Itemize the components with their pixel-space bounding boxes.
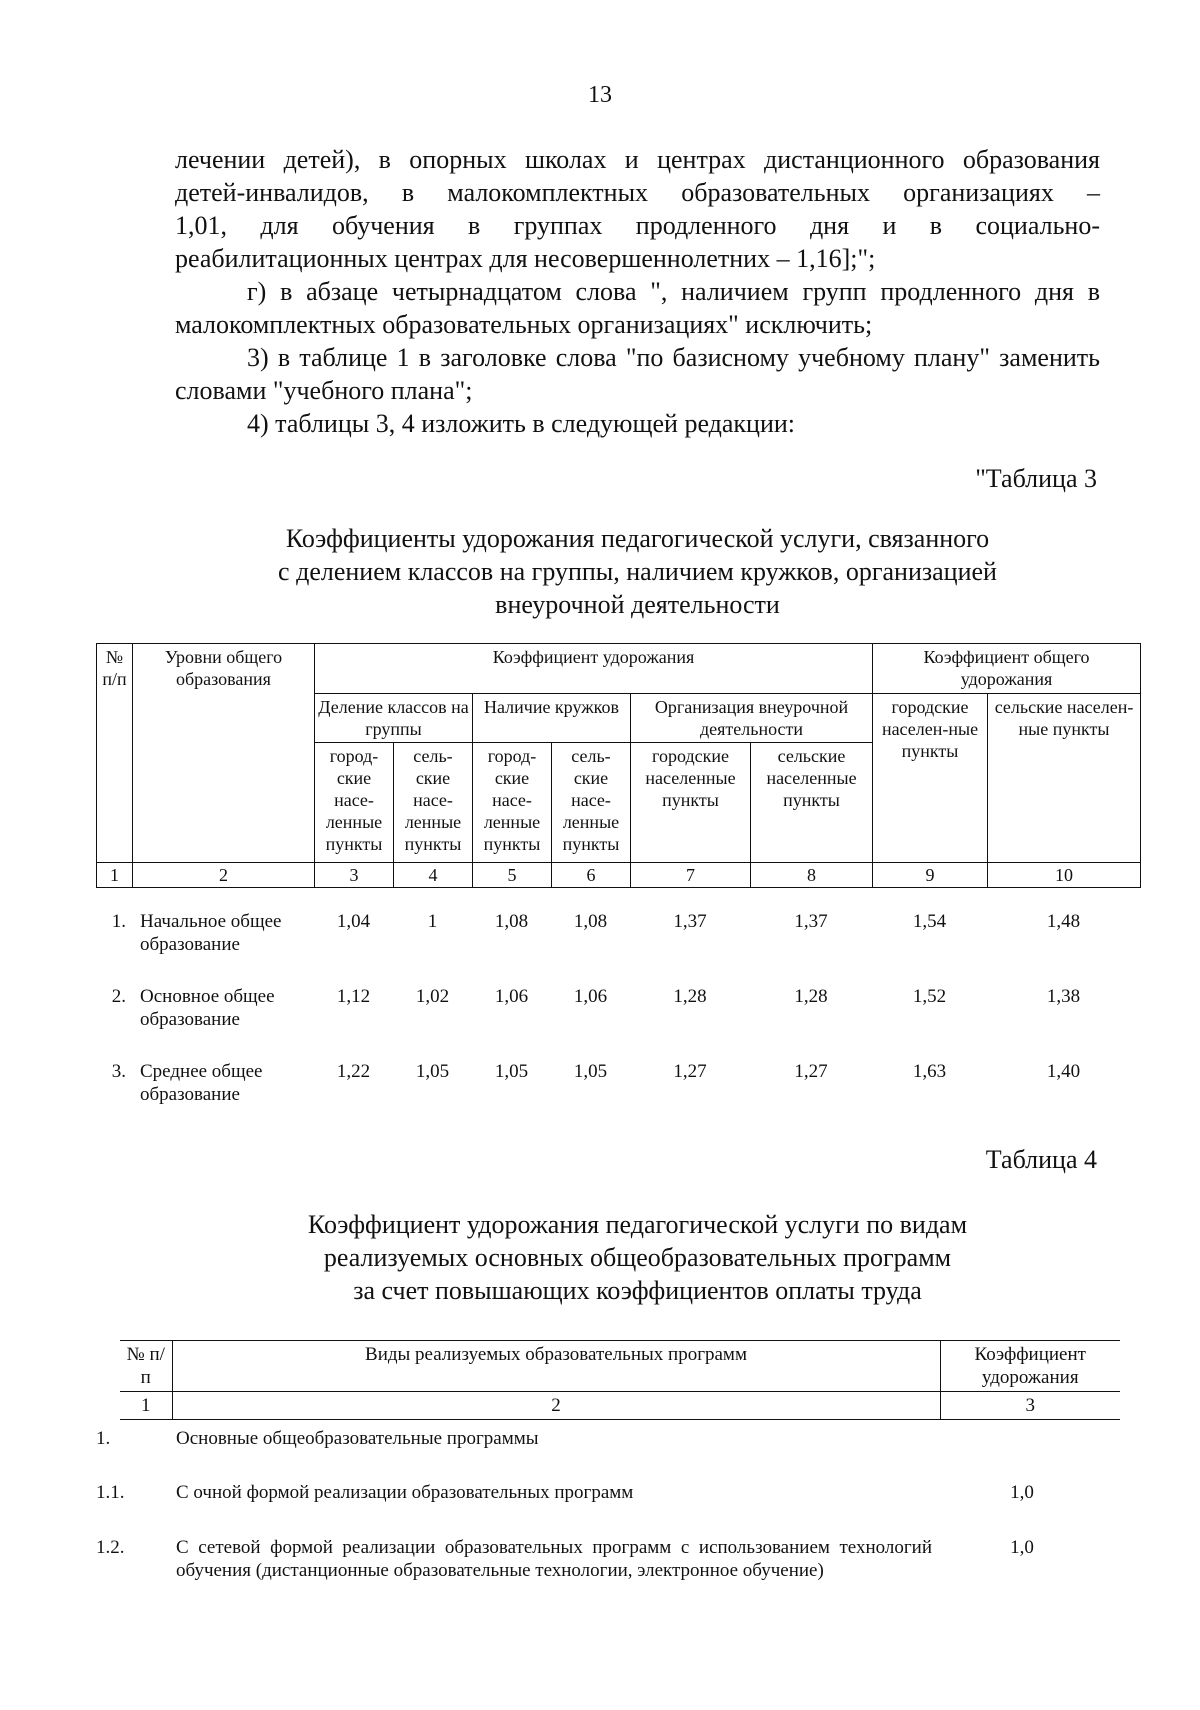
cell-value: 1,08: [573, 911, 608, 932]
row-coef: 1,0: [1010, 1537, 1034, 1558]
cell-value: 1: [427, 911, 438, 932]
header-rural-total: сельские населен-ные пункты: [988, 694, 1141, 863]
cell-value: 1,05: [494, 1061, 529, 1082]
row-number: 1.: [96, 1428, 111, 1449]
paragraph-line-1: лечении детей), в опорных школах и центрах дистанционного образования: [175, 145, 1100, 174]
row-number: 3.: [111, 1061, 126, 1082]
table3-title-line: с делением классов на группы, наличием кружков, организацией: [278, 557, 997, 586]
row-program: С очной формой реализации образовательных программ: [176, 1482, 634, 1503]
row-level: Основное общее образование: [140, 986, 275, 1030]
column-number: 1: [120, 1392, 172, 1420]
row-program: Основные общеобразовательные программы: [176, 1428, 539, 1449]
cell-value: 1,28: [794, 986, 828, 1007]
cell-value: 1,63: [912, 1061, 947, 1082]
cell-value: 1,48: [1046, 911, 1081, 932]
row-number: 2.: [111, 986, 126, 1007]
paragraph-item-3: 3) в таблице 1 в заголовке слова "по базисному учебному плану" заменить словами "учебного плана";: [175, 343, 1100, 405]
column-number: 3: [940, 1392, 1120, 1420]
cell-value: 1,12: [336, 986, 371, 1007]
header-coef: Коэффициент удорожания: [315, 644, 873, 694]
header-division: Деление классов на группы: [315, 694, 473, 743]
column-number: 7: [631, 863, 751, 888]
table4-row: [92, 1481, 1102, 1504]
header-urban: городские населенные пункты: [631, 743, 751, 863]
row-number: 1.2.: [96, 1537, 125, 1558]
paragraph-item-g: г) в абзаце четырнадцатом слова ", наличием групп продленного дня в малокомплектных образовательных организациях" исключить;: [175, 277, 1100, 339]
header-urban: город-ские насе-ленные пункты: [473, 743, 552, 863]
row-coef: 1,0: [1010, 1482, 1034, 1503]
table4-row: [92, 1536, 1102, 1582]
cell-value: 1,37: [794, 911, 828, 932]
column-number: 9: [873, 863, 988, 888]
header-extracurricular: Организация внеурочной деятельности: [631, 694, 873, 743]
cell-value: 1,37: [673, 911, 707, 932]
cell-value: 1,27: [673, 1061, 707, 1082]
paragraph-line-3: 1,01, для обучения в группах продленного дня и в социально-: [175, 211, 1100, 240]
cell-value: 1,38: [1046, 986, 1081, 1007]
cell-value: 1,05: [573, 1061, 608, 1082]
table4-row: [92, 1427, 1102, 1450]
cell-value: 1,05: [415, 1061, 450, 1082]
paragraph-line-4: реабилитационных центрах для несовершеннолетних – 1,16];";: [175, 244, 876, 273]
cell-value: 1,28: [673, 986, 707, 1007]
cell-value: 1,27: [794, 1061, 828, 1082]
table4-title-line: Коэффициент удорожания педагогической услуги по видам: [307, 1210, 968, 1239]
row-level: Среднее общее образование: [140, 1061, 263, 1105]
table4-title-line: реализуемых основных общеобразовательных программ: [323, 1243, 952, 1272]
column-number: 8: [751, 863, 873, 888]
header-no: № п/п: [97, 644, 133, 863]
body-text: [175, 143, 1100, 440]
page-number: 13: [588, 82, 612, 108]
header-rural: сель-ские насе-ленные пункты: [552, 743, 631, 863]
table4-header: [120, 1340, 1120, 1420]
row-number: 1.1.: [96, 1482, 125, 1503]
cell-value: 1,06: [494, 986, 529, 1007]
cell-value: 1,52: [912, 986, 947, 1007]
table3-title-line: внеурочной деятельности: [495, 590, 780, 619]
column-number: 10: [988, 863, 1141, 888]
paragraph-line-2: детей-инвалидов, в малокомплектных образовательных организациях –: [175, 178, 1100, 207]
column-number: 4: [394, 863, 473, 888]
header-level: Уровни общего образования: [133, 644, 315, 863]
row-program: С сетевой формой реализации образовательных программ с использованием технологий обучения (дистанционные образовательные технологии, электронное обучение): [176, 1537, 932, 1581]
header-programs: Виды реализуемых образовательных программ: [172, 1341, 940, 1392]
header-urban: город-ские насе-ленные пункты: [315, 743, 394, 863]
paragraph-item-4: 4) таблицы 3, 4 изложить в следующей редакции:: [247, 409, 796, 438]
column-number: 2: [133, 863, 315, 888]
table4-label: Таблица 4: [985, 1145, 1097, 1174]
table3-row: [96, 1060, 1140, 1106]
header-coef-total: Коэффициент общего удорожания: [873, 644, 1141, 694]
table3-label: "Таблица 3: [975, 464, 1097, 493]
table3-header: [96, 643, 1141, 888]
table4-title: [175, 1208, 1100, 1307]
header-clubs: Наличие кружков: [473, 694, 631, 743]
column-number: 6: [552, 863, 631, 888]
table3-title-line: Коэффициенты удорожания педагогической услуги, связанного: [285, 524, 990, 553]
column-number: 1: [97, 863, 133, 888]
header-rural: сельские населенные пункты: [751, 743, 873, 863]
column-number: 3: [315, 863, 394, 888]
header-coef: Коэффициент удорожания: [940, 1341, 1120, 1392]
table4-title-line: за счет повышающих коэффициентов оплаты труда: [353, 1276, 922, 1305]
table3-row: [96, 910, 1140, 956]
table3-row: [96, 985, 1140, 1031]
cell-value: 1,04: [336, 911, 371, 932]
cell-value: 1,06: [573, 986, 608, 1007]
header-urban-total: городские населен-ные пункты: [873, 694, 988, 863]
cell-value: 1,08: [494, 911, 529, 932]
row-number: 1.: [111, 911, 126, 932]
cell-value: 1,40: [1046, 1061, 1081, 1082]
header-rural: сель-ские насе-ленные пункты: [394, 743, 473, 863]
row-level: Начальное общее образование: [140, 911, 282, 955]
cell-value: 1,02: [415, 986, 450, 1007]
cell-value: 1,54: [912, 911, 947, 932]
column-number: 2: [172, 1392, 940, 1420]
header-no: № п/п: [120, 1341, 172, 1392]
table3-title: [175, 522, 1100, 621]
cell-value: 1,22: [336, 1061, 371, 1082]
row-coef: [942, 1427, 1102, 1450]
column-number: 5: [473, 863, 552, 888]
